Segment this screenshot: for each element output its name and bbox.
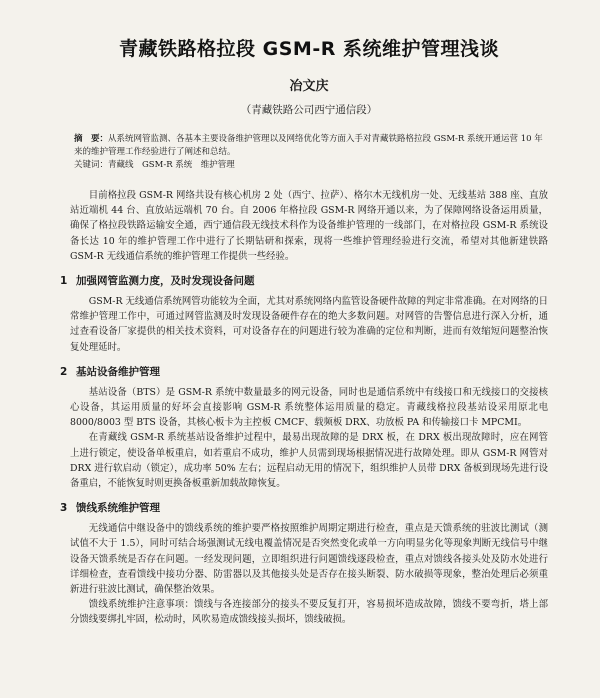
section-title: 加强网管监测力度，及时发现设备问题 bbox=[76, 275, 255, 288]
section-title: 基站设备维护管理 bbox=[76, 365, 160, 378]
section-number: 2 bbox=[60, 365, 68, 378]
body-paragraph: 无线通信中继设备中的馈线系统的维护要严格按照维护周期定期进行检查，重点是天馈系统的驻波比测试（测试值不大于 1.5），同时可结合场强测试无线电覆盖情况是否突然变化或单一方向明显劣化等现象判断无线信号中继设备天馈系统是否存在问题。一经发现问题，立即组织进行问题馈线逐段检查，重点对馈线各接头处及防水处进行详细检查，查看馈线中接功分器、防雷器以及其他接头处是否存在接头断裂、防水破损等现象，整治处理后必须重新进行驻波比测试，确保整治效果。 bbox=[70, 523, 548, 596]
abstract-text: 从系统网管监测、各基本主要设备维护管理以及网络优化等方面入手对青藏铁路格拉段 GSM-R 系统开通运营 10 年来的维护管理工作经验进行了阐述和总结。 bbox=[74, 134, 543, 157]
author-name: 冶文庆 bbox=[289, 79, 329, 94]
body-paragraph: GSM-R 无线通信系统网管功能较为全面，尤其对系统网络内监管设备硬件故障的判定非常准确。在对网络的日常维护管理工作中，可通过网管监测及时发现设备硬件存在的绝大多数问题。对网管的告警信息进行深入分析，通过查看设备厂家提供的相关技术资料，可对设备存在的问题进行较为准确的定位和判断，进而有效缩短问题整治恢复处理延时。 bbox=[70, 296, 548, 353]
section-heading-3 bbox=[60, 500, 548, 515]
section-title: 馈线系统维护管理 bbox=[76, 502, 160, 515]
intro-paragraph: 目前格拉段 GSM-R 网络共设有核心机房 2 处（西宁、拉萨）、格尔木无线机房一处、无线基站 388 座、直放站近端机 44 台、直放站远端机 70 台。自 2006 年格拉段 GSM-R 网络开通以来，为了保障网络设备运用质量，确保了格拉段铁路运输安全通，西宁通信段无线技术科作为设备维护管理的一线部门，在对格拉段 GSM-R 系统设备长达 10 年的维护管理工作中进行了长期钻研和探索，现将一些维护管理经验进行交流，希望对其他新建铁路 GSM-R 无线通信系统的维护管理工作提供一些经验。 bbox=[70, 190, 548, 262]
abstract-label: 摘 要： bbox=[74, 134, 109, 144]
body-paragraph: 馈线系统维护注意事项：馈线与各连接部分的接头不要反复打开，容易损坏造成故障，馈线不要弯折，塔上部分馈线要绑扎牢固，松动时，风吹易造成馈线接头损坏，馈线破损。 bbox=[70, 599, 548, 626]
keywords-text: 青藏线 GSM-R 系统 维护管理 bbox=[108, 160, 235, 170]
abstract bbox=[70, 133, 548, 159]
body-paragraph: 在青藏线 GSM-R 系统基站设备维护过程中，最易出现故障的是 DRX 板，在 DRX 板出现故障时，应在网管上进行锁定，使设备单板重启，如若重启不成功，维护人员需到现场根据情况进行故障处理。即从 GSM-R 网管对 DRX 进行软启动（锁定），成功率 50% 左右；远程启动无用的情况下，组织维护人员带 DRX 备板到现场先进行设备重启，不能恢复时则更换备板重新加载故障恢复。 bbox=[70, 432, 548, 490]
section-number: 3 bbox=[60, 502, 68, 515]
paper-title: 青藏铁路格拉段 GSM-R 系统维护管理浅谈 bbox=[119, 38, 499, 60]
body-paragraph: 基站设备（BTS）是 GSM-R 系统中数量最多的网元设备，同时也是通信系统中有线接口和无线接口的交接核心设备，其运用质量的好坏会直接影响 GSM-R 系统整体运用质量的稳定。青藏线格拉段基站设采用原北电 8000/8003 型 BTS 设备，其核心板卡为主控板 CMCF、载频板 DRX、功放板 PA 和传输接口卡 MPCMI。 bbox=[70, 386, 548, 429]
section-heading-1 bbox=[60, 273, 548, 288]
keywords bbox=[70, 159, 548, 172]
author-affiliation: （青藏铁路公司西宁通信段） bbox=[240, 104, 378, 116]
section-heading-2 bbox=[60, 364, 548, 379]
section-number: 1 bbox=[60, 275, 68, 288]
keywords-label: 关键词： bbox=[74, 160, 109, 170]
